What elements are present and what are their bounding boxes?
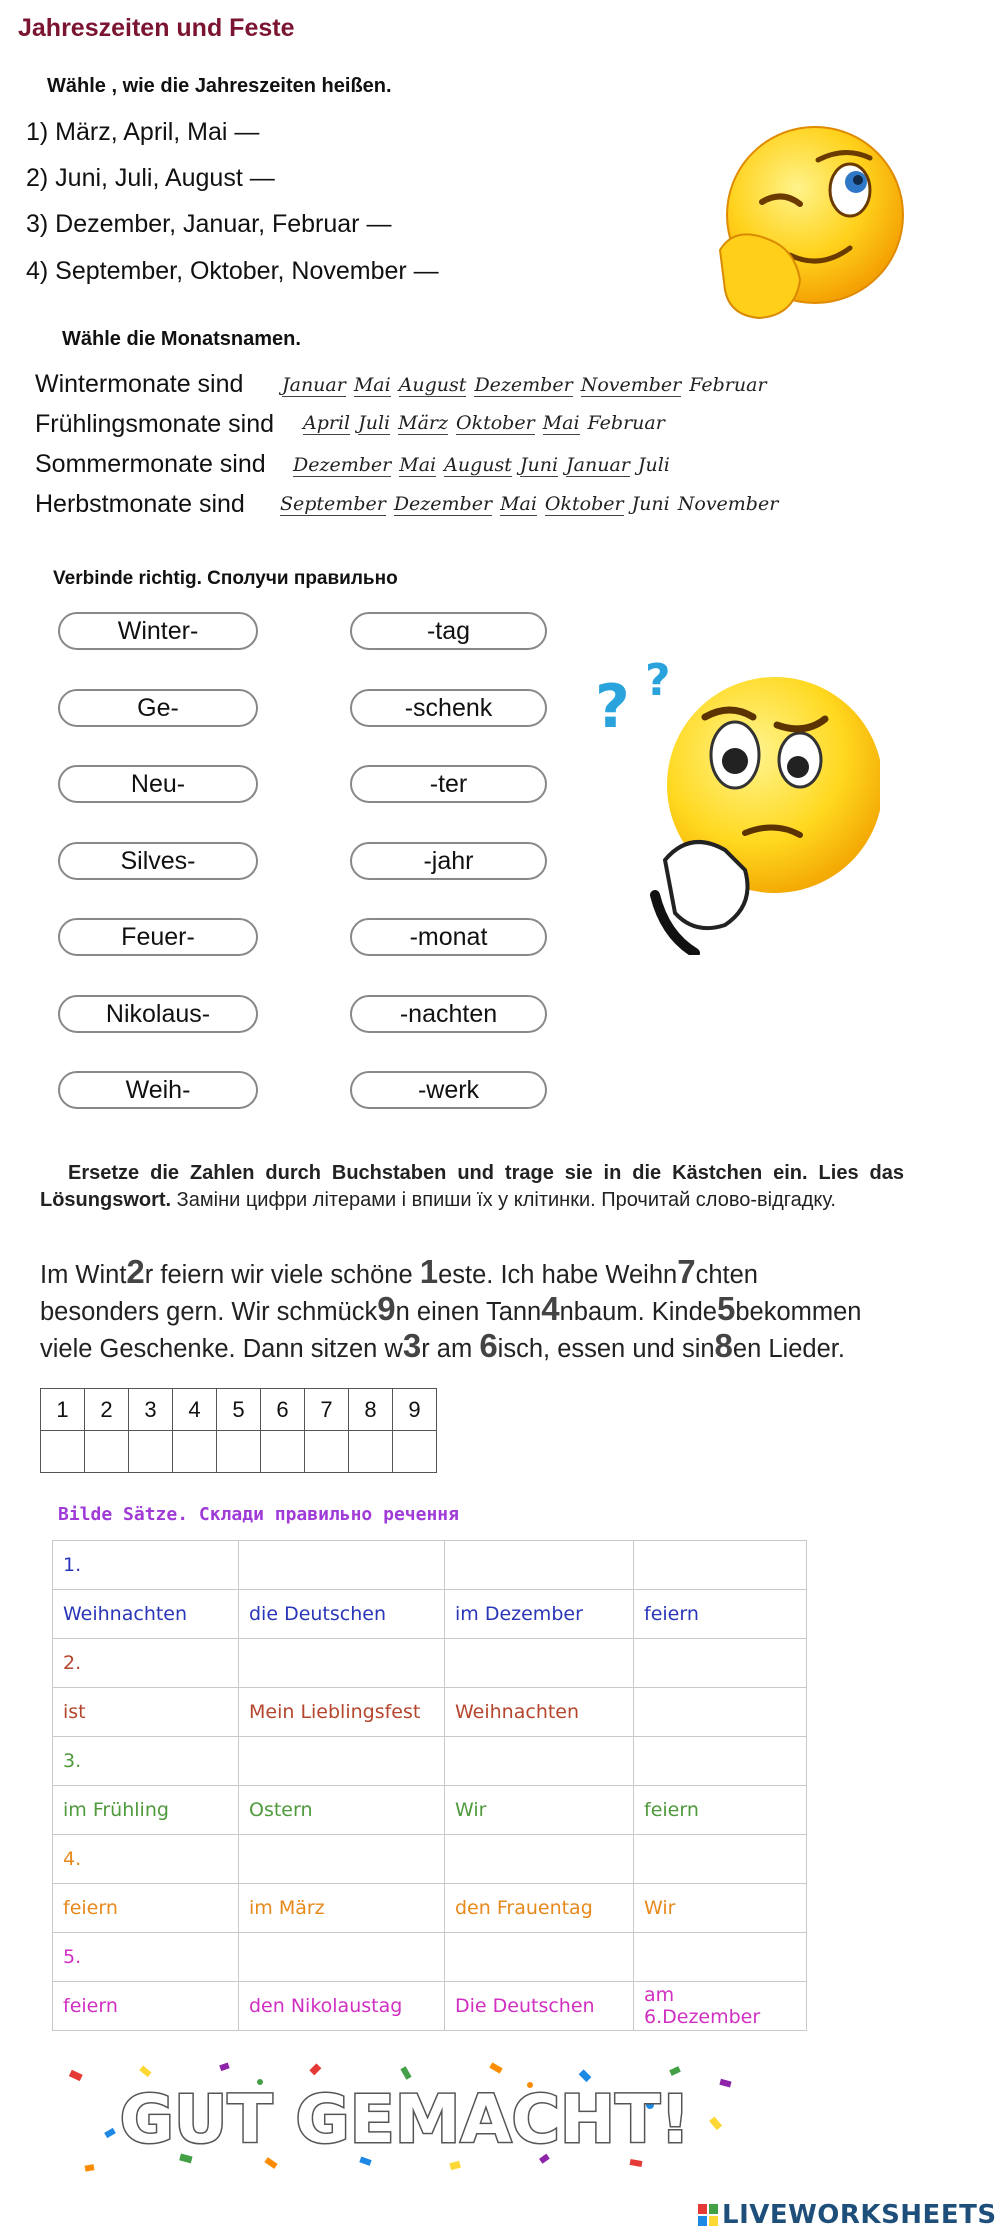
fruehlingsmonate-label: Frühlingsmonate sind [35, 410, 275, 438]
liveworksheets-logo-icon [698, 2204, 718, 2226]
grid-number: 2 [85, 1389, 129, 1431]
option[interactable]: August [398, 374, 467, 396]
wintermonate-options[interactable] [282, 374, 775, 396]
story-line: besonders gern. Wir schmück9n einen Tann4nbaum. Kinde5bekommen [40, 1290, 862, 1327]
herbstmonate-options[interactable] [280, 493, 786, 515]
left-pill[interactable]: Weih- [58, 1071, 258, 1109]
word-tile[interactable]: Weihnachten [53, 1590, 239, 1639]
grid-answer-cell[interactable] [261, 1431, 305, 1473]
grid-answer-cell[interactable] [85, 1431, 129, 1473]
option[interactable]: Juni [519, 454, 559, 476]
word-tile[interactable]: Die Deutschen [445, 1982, 634, 2031]
option[interactable]: Mai [542, 412, 580, 434]
option[interactable]: März [398, 412, 449, 434]
section1-instruction: Wähle , wie die Jahreszeiten heißen. [47, 75, 392, 97]
word-tile[interactable]: Wir [634, 1884, 807, 1933]
word-tile[interactable]: im Frühling [53, 1786, 239, 1835]
word-tile[interactable]: im Dezember [445, 1590, 634, 1639]
right-pill[interactable]: -schenk [350, 689, 547, 727]
option[interactable]: Juli [637, 454, 670, 476]
option[interactable]: Mai [353, 374, 391, 396]
fruehlingsmonate-options[interactable] [303, 412, 673, 434]
herbstmonate-label: Herbstmonate sind [35, 490, 245, 518]
grid-number: 4 [173, 1389, 217, 1431]
option[interactable]: November [677, 493, 779, 515]
story-line: viele Geschenke. Dann sitzen w3r am 6isch, essen und sin8en Lieder. [40, 1327, 845, 1364]
option[interactable]: Dezember [293, 454, 392, 476]
left-pill[interactable]: Silves- [58, 842, 258, 880]
question-2: 2) Juni, Juli, August — [26, 164, 275, 192]
sommermonate-label: Sommermonate sind [35, 450, 266, 478]
sentence-table [52, 1540, 807, 2031]
right-pill[interactable]: -monat [350, 918, 547, 956]
word-tile[interactable]: Ostern [239, 1786, 445, 1835]
grid-number: 7 [305, 1389, 349, 1431]
sentence-number: 5. [53, 1933, 239, 1982]
left-pill[interactable]: Ge- [58, 689, 258, 727]
word-tile[interactable]: ist [53, 1688, 239, 1737]
wintermonate-label: Wintermonate sind [35, 370, 244, 398]
brand-text: LIVEWORKSHEETS [722, 2200, 997, 2230]
option[interactable]: Juli [358, 412, 391, 434]
option[interactable]: Februar [689, 374, 767, 396]
grid-answer-cell[interactable] [217, 1431, 261, 1473]
left-pill[interactable]: Nikolaus- [58, 995, 258, 1033]
grid-answer-cell[interactable] [41, 1431, 85, 1473]
svg-text:?: ? [645, 655, 671, 706]
word-tile[interactable]: feiern [634, 1786, 807, 1835]
grid-number: 5 [217, 1389, 261, 1431]
section2-instruction: Wähle die Monatsnamen. [62, 328, 301, 350]
option[interactable]: November [580, 374, 682, 396]
option[interactable]: April [303, 412, 351, 434]
question-1: 1) März, April, Mai — [26, 118, 260, 146]
right-pill[interactable]: -jahr [350, 842, 547, 880]
sentence-number: 1. [53, 1541, 239, 1590]
option[interactable]: Juni [631, 493, 670, 515]
left-pill[interactable]: Feuer- [58, 918, 258, 956]
sentence-number: 3. [53, 1737, 239, 1786]
empty-cell [634, 1688, 807, 1737]
solution-grid [40, 1388, 437, 1473]
word-tile[interactable]: Wir [445, 1786, 634, 1835]
grid-answer-cell[interactable] [349, 1431, 393, 1473]
option[interactable]: Januar [282, 374, 346, 396]
liveworksheets-brand [698, 2200, 997, 2230]
question-4: 4) September, Oktober, November — [26, 257, 439, 285]
option[interactable]: Mai [399, 454, 437, 476]
word-tile[interactable]: feiern [53, 1982, 239, 2031]
right-pill[interactable]: -werk [350, 1071, 547, 1109]
word-tile[interactable]: Weihnachten [445, 1688, 634, 1737]
grid-answer-cell[interactable] [393, 1431, 437, 1473]
word-tile[interactable]: die Deutschen [239, 1590, 445, 1639]
section3-instruction: Verbinde richtig. Сполучи правильно [53, 568, 398, 589]
grid-answer-cell[interactable] [173, 1431, 217, 1473]
option[interactable]: Oktober [544, 493, 624, 515]
right-pill[interactable]: -ter [350, 765, 547, 803]
word-tile[interactable]: feiern [634, 1590, 807, 1639]
grid-number: 8 [349, 1389, 393, 1431]
option[interactable]: Februar [587, 412, 665, 434]
section4-instruction [40, 1160, 904, 1214]
option[interactable]: Dezember [393, 493, 493, 515]
question-3: 3) Dezember, Januar, Februar — [26, 210, 392, 238]
instruction-normal: Заміни цифри літерами і впиши їх у клітинки. Прочитай слово-відгадку. [176, 1189, 836, 1211]
left-pill[interactable]: Neu- [58, 765, 258, 803]
word-tile[interactable]: im März [239, 1884, 445, 1933]
option[interactable]: Oktober [456, 412, 535, 434]
right-pill[interactable]: -nachten [350, 995, 547, 1033]
grid-number: 1 [41, 1389, 85, 1431]
gut-gemacht-banner [60, 2060, 750, 2180]
option[interactable]: September [280, 493, 386, 515]
banner-text: GUT GEMACHT! [119, 2081, 691, 2158]
grid-number: 9 [393, 1389, 437, 1431]
grid-answer-cell[interactable] [129, 1431, 173, 1473]
word-tile[interactable]: Mein Lieblingsfest [239, 1688, 445, 1737]
svg-text:?: ? [595, 672, 630, 742]
sentence-number: 2. [53, 1639, 239, 1688]
left-pill[interactable]: Winter- [58, 612, 258, 650]
sommermonate-options[interactable] [293, 454, 678, 476]
word-tile[interactable]: am 6.Dezember [634, 1982, 807, 2031]
story-text [40, 1255, 904, 1366]
story-line: Im Wint2r feiern wir viele schöne 1este. Ich habe Weihn7chten [40, 1253, 758, 1290]
option[interactable]: Januar [566, 454, 630, 476]
grid-answer-cell[interactable] [305, 1431, 349, 1473]
grid-number: 6 [261, 1389, 305, 1431]
thinking-emoji-icon [595, 655, 880, 955]
word-tile[interactable]: den Frauentag [445, 1884, 634, 1933]
page-title: Jahreszeiten und Feste [18, 14, 295, 42]
instruction-bold: Ersetze die Zahlen durch Buchstaben und trage sie in die Kästchen ein. Lies das Lösungswort. [40, 1162, 904, 1211]
option[interactable]: Dezember [474, 374, 573, 396]
winking-emoji-icon [700, 120, 910, 325]
section5-instruction: Bilde Sätze. Склади правильно речення [58, 1504, 459, 1525]
option[interactable]: Mai [500, 493, 537, 515]
right-pill[interactable]: -tag [350, 612, 547, 650]
grid-number: 3 [129, 1389, 173, 1431]
sentence-number: 4. [53, 1835, 239, 1884]
option[interactable]: August [444, 454, 512, 476]
word-tile[interactable]: feiern [53, 1884, 239, 1933]
word-tile[interactable]: den Nikolaustag [239, 1982, 445, 2031]
